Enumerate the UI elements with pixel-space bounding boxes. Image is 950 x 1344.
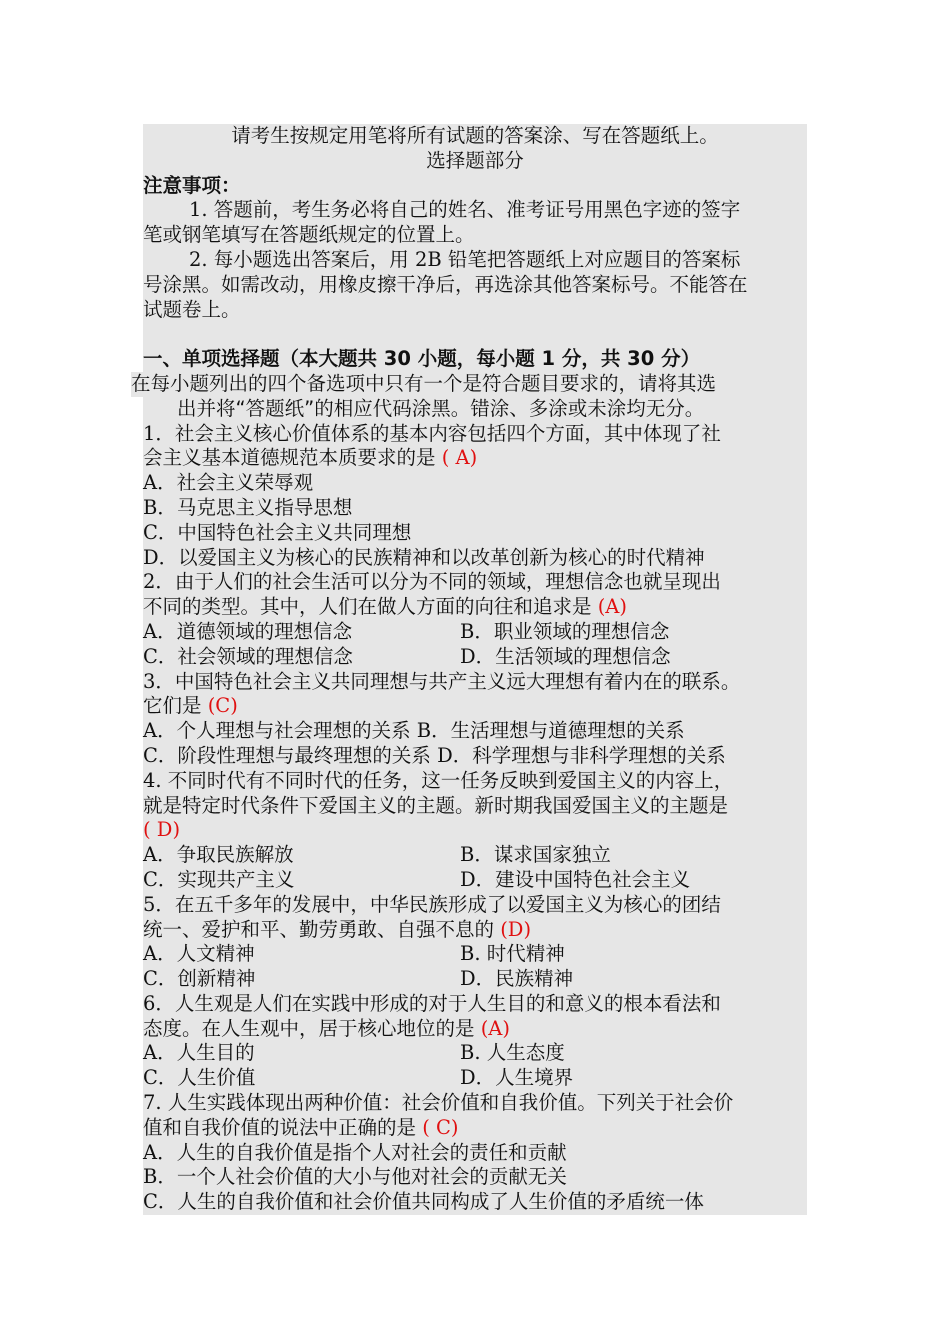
note-2-line-1: 2. 每小题选出答案后，用 2B 铅笔把答题纸上对应题目的答案标 (143, 248, 807, 273)
question-6-answer: (A) (480, 1016, 511, 1040)
question-2-line-1: 2．由于人们的社会生活可以分为不同的领域，理想信念也就呈现出 (143, 570, 807, 595)
question-2-option-a: A．道德领域的理想信念 (143, 619, 353, 643)
question-5-option-b: B. 时代精神 (460, 942, 565, 966)
question-1-line-2 (143, 446, 807, 471)
question-3-options-row-2: C．阶段性理想与最终理想的关系 D．科学理想与非科学理想的关系 (143, 744, 807, 769)
question-4-line-3 (143, 818, 807, 843)
question-4-options-row-1 (143, 843, 807, 868)
note-2-line-3: 试题卷上。 (143, 298, 807, 323)
question-4-answer: ( D) (143, 818, 181, 842)
question-2-answer: (A) (597, 595, 628, 619)
question-1-stem-end: 会主义基本道德规范本质要求的是 (143, 446, 442, 470)
question-6-option-d: D．人生境界 (460, 1066, 574, 1090)
question-6-line-1: 6．人生观是人们在实践中形成的对于人生目的和意义的根本看法和 (143, 992, 807, 1017)
question-1-answer: ( A) (441, 446, 478, 470)
question-6-option-b: B. 人生态度 (460, 1041, 565, 1065)
question-3-line-2 (143, 694, 807, 719)
section-desc-line-2: 出并将“答题纸”的相应代码涂黑。错涂、多涂或未涂均无分。 (143, 397, 807, 422)
question-5-answer: (D) (500, 917, 532, 941)
question-6-line-2 (143, 1017, 807, 1042)
question-7-line-1: 7. 人生实践体现出两种价值：社会价值和自我价值。下列关于社会价 (143, 1091, 807, 1116)
note-1-line-1: 1. 答题前，考生务必将自己的姓名、准考证号用黑色字迹的签字 (143, 198, 807, 223)
question-2-stem-end: 不同的类型。其中，人们在做人方面的向往和追求是 (143, 595, 598, 619)
spacer (143, 322, 807, 347)
question-3-stem-end: 它们是 (143, 694, 208, 718)
question-7-line-2 (143, 1116, 807, 1141)
exam-page (131, 124, 807, 1215)
question-1-option-c: C．中国特色社会主义共同理想 (143, 521, 807, 546)
question-1-option-d: D．以爱国主义为核心的民族精神和以改革创新为核心的时代精神 (143, 546, 807, 571)
question-3-line-1: 3．中国特色社会主义共同理想与共产主义远大理想有着内在的联系。 (143, 670, 807, 695)
question-4-option-c: C．实现共产主义 (143, 867, 295, 891)
part-title: 选择题部分 (143, 149, 807, 174)
question-1-line-1: 1．社会主义核心价值体系的基本内容包括四个方面，其中体现了社 (143, 422, 807, 447)
question-6-option-c: C．人生价值 (143, 1066, 256, 1090)
question-7-stem-end: 值和自我价值的说法中正确的是 (143, 1115, 423, 1139)
question-6-option-a: A．人生目的 (143, 1041, 255, 1065)
question-7-option-a: A．人生的自我价值是指个人对社会的责任和贡献 (143, 1141, 807, 1166)
question-7-option-b: B．一个人社会价值的大小与他对社会的贡献无关 (143, 1165, 807, 1190)
question-5-stem-end: 统一、爱护和平、勤劳勇敢、自强不息的 (143, 917, 501, 941)
exam-instruction: 请考生按规定用笔将所有试题的答案涂、写在答题纸上。 (143, 124, 807, 149)
question-4-option-a: A．争取民族解放 (143, 843, 294, 867)
question-2-option-d: D．生活领域的理想信念 (460, 644, 671, 668)
question-5-option-d: D．民族精神 (460, 967, 574, 991)
question-2-options-row-2 (143, 645, 807, 670)
question-4-options-row-2 (143, 868, 807, 893)
question-3-answer: (C) (207, 694, 238, 718)
question-7-answer: ( C) (422, 1115, 459, 1139)
question-4-option-d: D．建设中国特色社会主义 (460, 867, 691, 891)
question-5-option-a: A．人文精神 (143, 942, 255, 966)
question-4-line-1: 4. 不同时代有不同时代的任务，这一任务反映到爱国主义的内容上， (143, 769, 807, 794)
question-2-option-c: C．社会领域的理想信念 (143, 644, 353, 668)
section-title: 一、单项选择题（本大题共 30 小题，每小题 1 分，共 30 分） (143, 347, 807, 372)
question-6-stem-end: 态度。在人生观中，居于核心地位的是 (143, 1016, 481, 1040)
notes-title: 注意事项： (143, 174, 807, 199)
question-6-options-row-2 (143, 1066, 807, 1091)
note-1-line-2: 笔或钢笔填写在答题纸规定的位置上。 (143, 223, 807, 248)
note-2-line-2: 号涂黑。如需改动，用橡皮擦干净后，再选涂其他答案标号。不能答在 (143, 273, 807, 298)
section-desc-line-1: 在每小题列出的四个备选项中只有一个是符合题目要求的，请将其选 (131, 372, 807, 397)
question-5-line-2 (143, 918, 807, 943)
question-6-options-row-1 (143, 1041, 807, 1066)
question-4-line-2: 就是特定时代条件下爱国主义的主题。新时期我国爱国主义的主题是 (143, 794, 807, 819)
question-1-option-a: A．社会主义荣辱观 (143, 471, 807, 496)
question-2-options-row-1 (143, 620, 807, 645)
question-5-line-1: 5．在五千多年的发展中，中华民族形成了以爱国主义为核心的团结 (143, 893, 807, 918)
question-3-options-row-1: A．个人理想与社会理想的关系 B．生活理想与道德理想的关系 (143, 719, 807, 744)
question-1-option-b: B．马克思主义指导思想 (143, 496, 807, 521)
question-5-options-row-2 (143, 967, 807, 992)
question-2-line-2 (143, 595, 807, 620)
question-4-option-b: B．谋求国家独立 (460, 843, 611, 867)
question-5-option-c: C．创新精神 (143, 967, 256, 991)
question-2-option-b: B．职业领域的理想信念 (460, 619, 670, 643)
question-7-option-c: C．人生的自我价值和社会价值共同构成了人生价值的矛盾统一体 (143, 1190, 807, 1215)
question-5-options-row-1 (143, 942, 807, 967)
